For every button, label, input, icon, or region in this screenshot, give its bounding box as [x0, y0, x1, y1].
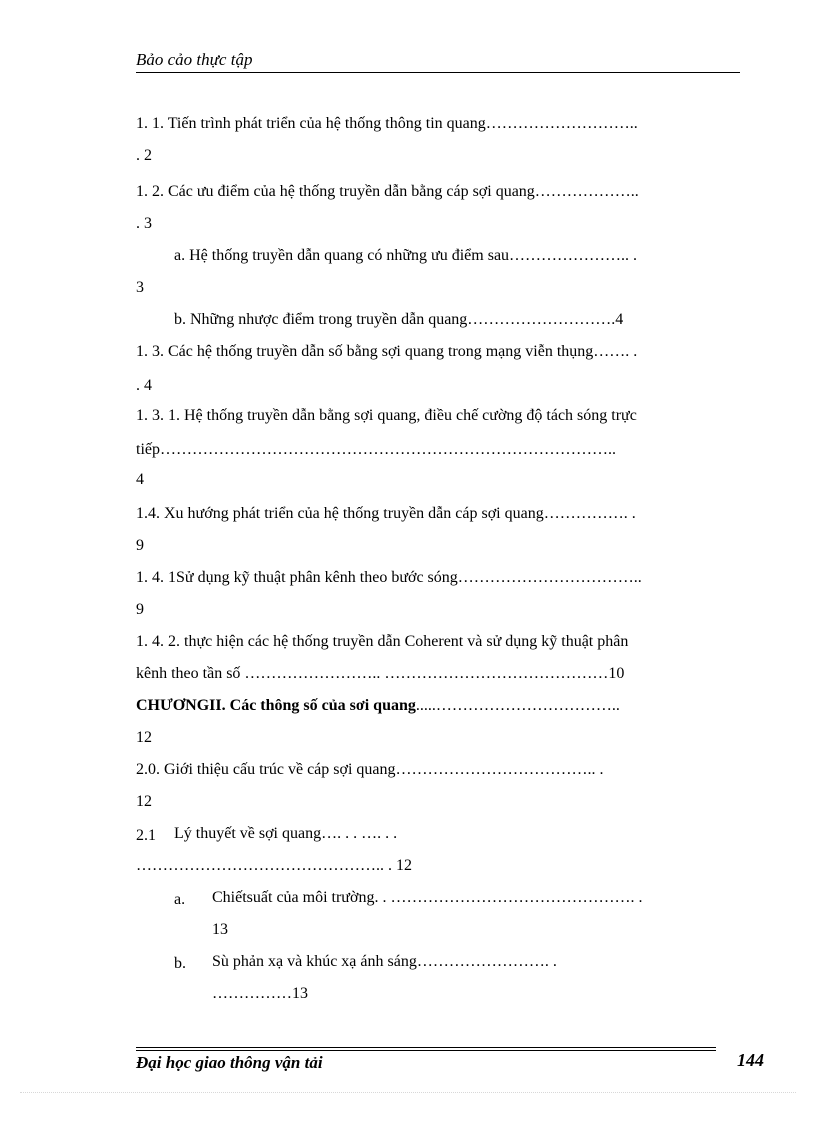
footer-rule: [136, 1047, 716, 1048]
toc-line: kênh theo tần số …………………….. ……………………………………10: [136, 665, 625, 682]
chapter-leader: .....……………………………..: [415, 697, 620, 714]
toc-line: 1. 3. 1. Hệ thống truyền dẫn bằng sợi quang, điều chế cường độ tách sóng trực: [136, 407, 637, 424]
toc-line: . 2: [136, 147, 152, 164]
toc-line: 3: [136, 279, 144, 296]
toc-line: 4: [136, 471, 144, 488]
toc-line: 12: [136, 793, 152, 810]
toc-line: 1. 2. Các ưu điểm của hệ thống truyền dẫn bằng cáp sợi quang………………..: [136, 183, 639, 200]
page-header: [136, 50, 740, 73]
toc-line: 1. 1. Tiến trình phát triển của hệ thống thông tin quang………………………..: [136, 115, 638, 132]
toc-line: 9: [136, 537, 144, 554]
toc-line: 1. 3. Các hệ thống truyền dẫn số bằng sợi quang trong mạng viễn thụng……. .: [136, 343, 638, 360]
footer-school: Đại học giao thông vận tải: [136, 1053, 323, 1072]
toc-line: Sù phản xạ và khúc xạ ánh sáng……………………. .: [212, 953, 557, 970]
toc-line: 2.0. Giới thiệu cấu trúc về cáp sợi quang……………………………….. .: [136, 761, 604, 778]
toc-line: 1. 4. 2. thực hiện các hệ thống truyền dẫn Coherent và sử dụng kỹ thuật phân: [136, 633, 629, 650]
toc-line: 1.4. Xu hướng phát triển của hệ thống truyền dẫn cáp sợi quang……………. .: [136, 505, 636, 522]
toc-line: tiếp…………………………………………………………………………..: [136, 441, 616, 458]
header-title: Bảo cảo thực tập: [136, 50, 253, 69]
toc-marker: a.: [174, 891, 186, 908]
page-number: 144: [737, 1050, 764, 1070]
footer-rule: [136, 1050, 716, 1051]
toc-line: b. Những nhược điểm trong truyền dẫn quang……………………….4: [174, 311, 624, 328]
toc-line: 13: [212, 921, 228, 938]
toc-line: Lý thuyết về sợi quang…. . . …. . .: [174, 825, 398, 842]
toc-line: 1. 4. 1Sử dụng kỹ thuật phân kênh theo bước sóng……………………………..: [136, 569, 642, 586]
toc-line: ……………………………………….. . 12: [136, 857, 412, 874]
toc-line: a. Hệ thống truyền dẫn quang có những ưu điểm sau………………….. .: [174, 247, 638, 264]
toc-number: 2.1: [136, 827, 156, 844]
toc-line: . 3: [136, 215, 152, 232]
toc-line: ……………13: [212, 985, 308, 1002]
toc-chapter-line: [136, 696, 620, 716]
page-edge: [20, 1092, 796, 1093]
chapter-title: CHƯƠNGII. Các thông số của sơi quang: [136, 697, 416, 714]
toc-line: Chiếtsuất của môi trường. . ………………………………………. .: [212, 889, 643, 906]
toc-line: . 4: [136, 377, 152, 394]
toc-marker: b.: [174, 955, 186, 972]
toc-line: 9: [136, 601, 144, 618]
toc-line: 12: [136, 729, 152, 746]
